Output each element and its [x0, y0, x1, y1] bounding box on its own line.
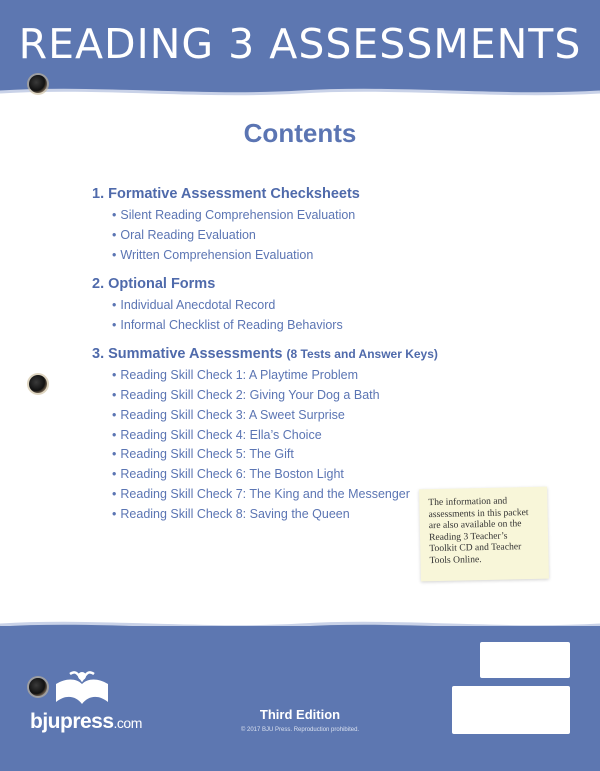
list-item: [112, 208, 355, 222]
bullet-icon: •: [112, 507, 117, 521]
sticky-line: Reading 3 Teacher’s: [428, 530, 508, 543]
section-3-subtitle: (8 Tests and Answer Keys): [286, 347, 438, 361]
list-item-label: Reading Skill Check 7: The King and the Messenger: [120, 487, 410, 501]
list-item: [112, 248, 313, 262]
sticky-line: Tools Online.: [429, 554, 482, 567]
section-2-label: 2. Optional Forms: [92, 276, 216, 292]
list-item: [112, 318, 343, 332]
list-item: [112, 228, 256, 242]
list-item: [112, 368, 358, 382]
list-item-label: Reading Skill Check 3: A Sweet Surprise: [120, 408, 345, 422]
logo-suffix: .com: [113, 715, 142, 731]
cover-header: [0, 0, 600, 90]
section-1-label: 1. Formative Assessment Checksheets: [92, 186, 360, 202]
list-item-label: Reading Skill Check 1: A Playtime Problem: [120, 368, 359, 382]
bullet-icon: •: [112, 368, 117, 382]
list-item-label: Individual Anecdotal Record: [120, 298, 276, 312]
bullet-icon: •: [112, 428, 117, 442]
copyright-notice: © 2017 BJU Press. Reproduction prohibited.: [240, 727, 360, 733]
logo-main: bjupress: [30, 710, 114, 733]
list-item-label: Reading Skill Check 2: Giving Your Dog a Bath: [120, 388, 380, 402]
list-item: [112, 298, 275, 312]
cover-title: READING 3 ASSESSMENTS: [18, 20, 582, 68]
punch-hole-top: [29, 75, 47, 93]
sticky-note: [419, 487, 549, 582]
label-box-top: [480, 642, 570, 678]
bullet-icon: •: [112, 248, 117, 262]
list-item: [112, 428, 322, 442]
bullet-icon: •: [112, 408, 117, 422]
list-item-label: Informal Checklist of Reading Behaviors: [120, 318, 343, 332]
section-3-label: 3. Summative Assessments: [92, 346, 283, 362]
label-box-bottom: [452, 686, 570, 734]
book-figure-icon: [48, 670, 118, 710]
list-item: [112, 507, 350, 521]
sticky-line: Toolkit CD and Teacher: [429, 541, 522, 555]
bullet-icon: •: [112, 487, 117, 501]
section-2-heading: [92, 276, 215, 292]
list-item-label: Silent Reading Comprehension Evaluation: [120, 208, 356, 222]
bullet-icon: •: [112, 388, 117, 402]
sticky-line: assessments in this packet: [428, 506, 529, 520]
bullet-icon: •: [112, 318, 117, 332]
list-item: [112, 388, 380, 402]
list-item: [112, 487, 410, 501]
list-item-label: Written Comprehension Evaluation: [120, 248, 314, 262]
list-item-label: Reading Skill Check 6: The Boston Light: [120, 467, 344, 481]
sticky-line: The information and: [428, 495, 508, 509]
list-item: [112, 408, 345, 422]
list-item-label: Reading Skill Check 5: The Gift: [120, 447, 294, 461]
list-item-label: Oral Reading Evaluation: [120, 228, 256, 242]
bullet-icon: •: [112, 447, 117, 461]
section-3-heading: [92, 346, 438, 362]
bullet-icon: •: [112, 208, 117, 222]
list-item: [112, 467, 344, 481]
punch-hole-middle: [29, 375, 47, 393]
bullet-icon: •: [112, 298, 117, 312]
list-item: [112, 447, 294, 461]
sticky-line: are also available on the: [428, 518, 522, 532]
contents-heading: Contents: [243, 118, 357, 148]
bullet-icon: •: [112, 467, 117, 481]
section-1-heading: [92, 186, 360, 202]
edition-label: Third Edition: [259, 707, 341, 722]
list-item-label: Reading Skill Check 8: Saving the Queen: [120, 507, 350, 521]
bullet-icon: •: [112, 228, 117, 242]
list-item-label: Reading Skill Check 4: Ella’s Choice: [120, 428, 322, 442]
